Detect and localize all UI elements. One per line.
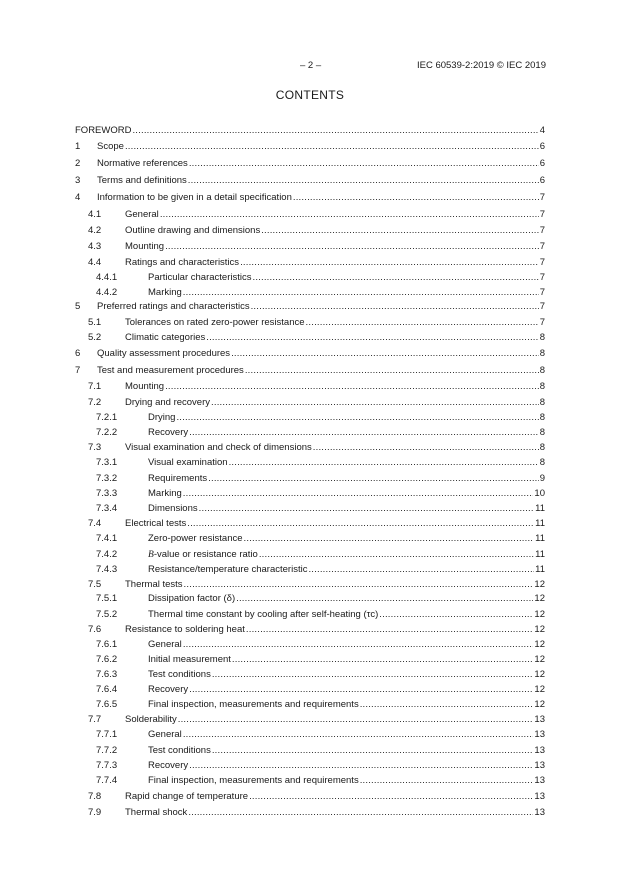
toc-entry[interactable] xyxy=(75,744,545,758)
toc-dot-leader xyxy=(261,224,539,238)
toc-entry[interactable] xyxy=(75,698,545,712)
toc-entry-page: 8 xyxy=(539,365,545,376)
toc-entry-number: 4.4.2 xyxy=(96,287,118,298)
toc-entry-page: 11 xyxy=(535,533,545,544)
toc-dot-leader xyxy=(187,517,534,531)
toc-entry[interactable] xyxy=(75,224,545,238)
toc-dot-leader xyxy=(199,502,534,516)
toc-entry[interactable] xyxy=(75,790,545,804)
toc-entry[interactable] xyxy=(75,759,545,773)
toc-entry-page: 13 xyxy=(534,775,545,786)
toc-entry-page: 11 xyxy=(535,503,545,514)
toc-entry-page: 7 xyxy=(539,301,545,312)
toc-entry-number: 7.6.2 xyxy=(96,654,118,665)
toc-entry-page: 7 xyxy=(539,287,545,298)
toc-entry-label: Resistance/temperature characteristic xyxy=(148,564,308,575)
toc-entry[interactable] xyxy=(75,728,545,742)
toc-entry-label: Thermal tests xyxy=(125,579,183,590)
toc-entry[interactable] xyxy=(75,300,545,314)
toc-dot-leader xyxy=(249,790,533,804)
toc-entry-label: Dissipation factor (δ) xyxy=(148,593,236,604)
toc-entry-page: 12 xyxy=(534,624,545,635)
toc-entry-page: 6 xyxy=(539,175,545,186)
toc-entry-label: Resistance to soldering heat xyxy=(125,624,245,635)
toc-entry-number: 7.6 xyxy=(88,624,102,635)
toc-dot-leader xyxy=(212,744,534,758)
toc-entry-label: Mounting xyxy=(125,381,165,392)
toc-entry[interactable] xyxy=(75,347,545,361)
toc-entry-number: 7.3.3 xyxy=(96,488,118,499)
toc-entry-page: 12 xyxy=(534,579,545,590)
toc-entry-page: 13 xyxy=(534,807,545,818)
toc-dot-leader xyxy=(293,191,539,205)
toc-entry-number: 7.2.2 xyxy=(96,427,118,438)
toc-dot-leader xyxy=(360,698,534,712)
toc-entry-number: 4.2 xyxy=(88,225,102,236)
toc-dot-leader xyxy=(178,713,534,727)
toc-entry[interactable] xyxy=(75,441,545,455)
toc-entry-number: 7.3.2 xyxy=(96,473,118,484)
toc-entry-label: FOREWORD xyxy=(75,125,132,136)
toc-entry-page: 12 xyxy=(534,639,545,650)
toc-dot-leader xyxy=(188,174,539,188)
toc-dot-leader xyxy=(188,806,533,820)
toc-dot-leader xyxy=(360,774,534,788)
toc-dot-leader xyxy=(189,759,533,773)
toc-entry-number: 7.7.1 xyxy=(96,729,118,740)
toc-entry-page: 8 xyxy=(539,412,545,423)
toc-entry-page: 12 xyxy=(534,654,545,665)
toc-entry[interactable] xyxy=(75,411,545,425)
toc-entry[interactable] xyxy=(75,396,545,410)
toc-entry[interactable] xyxy=(75,157,545,171)
toc-entry-number: 7.6.3 xyxy=(96,669,118,680)
toc-entry-page: 7 xyxy=(539,272,545,283)
toc-dot-leader xyxy=(160,208,539,222)
toc-entry-number: 7.2 xyxy=(88,397,102,408)
toc-entry-page: 12 xyxy=(534,593,545,604)
toc-entry-number: 7.3.1 xyxy=(96,457,118,468)
toc-dot-leader xyxy=(183,638,534,652)
toc-entry[interactable] xyxy=(75,380,545,394)
toc-dot-leader xyxy=(125,140,539,154)
toc-entry-page: 11 xyxy=(535,549,545,560)
toc-entry-label: Initial measurement xyxy=(148,654,231,665)
toc-dot-leader xyxy=(244,532,535,546)
toc-entry-number: 7.7 xyxy=(88,714,102,725)
toc-dot-leader xyxy=(165,240,539,254)
toc-entry-label: General xyxy=(125,209,159,220)
toc-entry[interactable] xyxy=(75,563,545,577)
toc-entry-page: 8 xyxy=(539,332,545,343)
toc-entry-label: Terms and definitions xyxy=(97,175,187,186)
toc-entry-label: Drying xyxy=(148,412,176,423)
toc-entry-page: 12 xyxy=(534,684,545,695)
toc-dot-leader xyxy=(184,578,534,592)
toc-entry-number: 7.7.2 xyxy=(96,745,118,756)
toc-entry[interactable] xyxy=(75,364,545,378)
toc-dot-leader xyxy=(189,683,533,697)
toc-entry[interactable] xyxy=(75,638,545,652)
toc-entry[interactable] xyxy=(75,653,545,667)
toc-entry[interactable] xyxy=(75,472,545,486)
toc-entry-number: 7.3 xyxy=(88,442,102,453)
toc-entry-page: 8 xyxy=(539,397,545,408)
toc-entry-label: Mounting xyxy=(125,241,165,252)
toc-dot-leader xyxy=(183,487,534,501)
toc-entry-label: Outline drawing and dimensions xyxy=(125,225,261,236)
toc-entry-label: General xyxy=(148,639,182,650)
toc-entry-page: 12 xyxy=(534,669,545,680)
toc-dot-leader xyxy=(251,300,539,314)
toc-entry-page: 9 xyxy=(539,473,545,484)
toc-dot-leader xyxy=(308,563,534,577)
toc-entry-number: 7.6.4 xyxy=(96,684,118,695)
toc-entry-number: 5 xyxy=(75,301,81,312)
toc-entry[interactable] xyxy=(75,208,545,222)
toc-entry[interactable] xyxy=(75,426,545,440)
toc-entry-label: Information to be given in a detail specification xyxy=(97,192,292,203)
toc-entry-label: Preferred ratings and characteristics xyxy=(97,301,250,312)
toc-entry-label: Final inspection, measurements and requirements xyxy=(148,699,359,710)
toc-dot-leader xyxy=(189,426,539,440)
toc-entry-page: 7 xyxy=(539,317,545,328)
toc-entry-page: 8 xyxy=(539,457,545,468)
toc-entry-page: 11 xyxy=(535,518,545,529)
toc-entry-page: 7 xyxy=(539,257,545,268)
toc-dot-leader xyxy=(379,608,533,622)
toc-entry-number: 6 xyxy=(75,348,81,359)
toc-entry-label: Test and measurement procedures xyxy=(97,365,244,376)
toc-entry-label: Thermal time constant by cooling after self-heating (τc) xyxy=(148,609,379,620)
toc-entry[interactable] xyxy=(75,608,545,622)
toc-entry[interactable] xyxy=(75,191,545,205)
toc-entry-label: Test conditions xyxy=(148,669,211,680)
toc-entry-label: Recovery xyxy=(148,684,189,695)
toc-entry-number: 4.3 xyxy=(88,241,102,252)
toc-entry[interactable] xyxy=(75,256,545,270)
toc-entry[interactable] xyxy=(75,456,545,470)
toc-entry-label: Rapid change of temperature xyxy=(125,791,249,802)
toc-dot-leader xyxy=(259,548,534,562)
toc-entry-label: Zero-power resistance xyxy=(148,533,243,544)
toc-dot-leader xyxy=(229,456,539,470)
toc-entry-number: 5.2 xyxy=(88,332,102,343)
toc-dot-leader xyxy=(252,271,538,285)
toc-entry[interactable] xyxy=(75,713,545,727)
toc-entry-number: 7.4.3 xyxy=(96,564,118,575)
toc-entry[interactable] xyxy=(75,124,545,138)
toc-dot-leader xyxy=(211,396,539,410)
toc-dot-leader xyxy=(132,124,538,138)
toc-dot-leader xyxy=(240,256,539,270)
toc-dot-leader xyxy=(176,411,538,425)
toc-entry-label: B-value or resistance ratio xyxy=(148,549,258,560)
toc-entry-number: 7.6.1 xyxy=(96,639,118,650)
toc-entry[interactable] xyxy=(75,271,545,285)
toc-dot-leader xyxy=(206,331,538,345)
toc-entry-number: 7.8 xyxy=(88,791,102,802)
toc-dot-leader xyxy=(313,441,539,455)
toc-entry-number: 7.7.4 xyxy=(96,775,118,786)
toc-entry-page: 6 xyxy=(539,158,545,169)
toc-dot-leader xyxy=(183,728,534,742)
toc-entry-page: 11 xyxy=(535,564,545,575)
toc-entry-number: 4.4.1 xyxy=(96,272,118,283)
toc-entry-number: 7.4.2 xyxy=(96,549,118,560)
toc-entry-label: General xyxy=(148,729,182,740)
toc-entry[interactable] xyxy=(75,774,545,788)
toc-entry-label: Ratings and characteristics xyxy=(125,257,240,268)
toc-entry-number: 4 xyxy=(75,192,81,203)
toc-dot-leader xyxy=(208,472,539,486)
toc-entry-number: 4.1 xyxy=(88,209,102,220)
toc-entry-number: 7.7.3 xyxy=(96,760,118,771)
toc-entry[interactable] xyxy=(75,592,545,606)
toc-entry-number: 7.4.1 xyxy=(96,533,118,544)
toc-entry-page: 12 xyxy=(534,609,545,620)
toc-entry-label: Final inspection, measurements and requirements xyxy=(148,775,359,786)
toc-dot-leader xyxy=(165,380,539,394)
toc-entry-number: 7.3.4 xyxy=(96,503,118,514)
toc-entry-page: 7 xyxy=(539,209,545,220)
toc-entry-page: 13 xyxy=(534,760,545,771)
toc-entry-label: Climatic categories xyxy=(125,332,206,343)
toc-entry-label: Visual examination xyxy=(148,457,228,468)
toc-entry-page: 12 xyxy=(534,699,545,710)
toc-entry-label: Test conditions xyxy=(148,745,211,756)
toc-entry-page: 13 xyxy=(534,791,545,802)
toc-entry-label: Particular characteristics xyxy=(148,272,252,283)
toc-entry-label: Scope xyxy=(97,141,124,152)
toc-entry-number: 7.4 xyxy=(88,518,102,529)
toc-entry-page: 10 xyxy=(534,488,545,499)
toc-entry[interactable] xyxy=(75,331,545,345)
toc-entry-number: 7.1 xyxy=(88,381,102,392)
toc-entry-page: 7 xyxy=(539,192,545,203)
toc-entry-page: 8 xyxy=(539,381,545,392)
toc-entry-label: Marking xyxy=(148,488,182,499)
toc-entry-number: 2 xyxy=(75,158,81,169)
toc-entry[interactable] xyxy=(75,683,545,697)
page-number: – 2 – xyxy=(300,60,322,71)
toc-entry-page: 13 xyxy=(534,729,545,740)
toc-entry[interactable] xyxy=(75,623,545,637)
toc-entry-number: 7 xyxy=(75,365,81,376)
toc-entry-page: 8 xyxy=(539,348,545,359)
toc-entry-page: 8 xyxy=(539,442,545,453)
toc-entry-number: 5.1 xyxy=(88,317,102,328)
toc-entry-label: Dimensions xyxy=(148,503,198,514)
toc-entry-label: Solderability xyxy=(125,714,177,725)
toc-entry-number: 7.6.5 xyxy=(96,699,118,710)
toc-entry-number: 3 xyxy=(75,175,81,186)
toc-entry[interactable] xyxy=(75,578,545,592)
toc-entry[interactable] xyxy=(75,502,545,516)
toc-entry-number: 1 xyxy=(75,141,81,152)
toc-entry-label: Tolerances on rated zero-power resistance xyxy=(125,317,305,328)
toc-entry-number: 4.4 xyxy=(88,257,102,268)
toc-dot-leader xyxy=(189,157,539,171)
toc-dot-leader xyxy=(232,653,534,667)
toc-entry-page: 6 xyxy=(539,141,545,152)
toc-entry-page: 7 xyxy=(539,225,545,236)
toc-entry[interactable] xyxy=(75,517,545,531)
toc-entry[interactable] xyxy=(75,140,545,154)
toc-entry-label: Drying and recovery xyxy=(125,397,211,408)
toc-entry[interactable] xyxy=(75,240,545,254)
toc-entry-label: Recovery xyxy=(148,427,189,438)
toc-entry[interactable] xyxy=(75,668,545,682)
toc-entry[interactable] xyxy=(75,548,545,562)
toc-entry[interactable] xyxy=(75,316,545,330)
toc-entry-page: 7 xyxy=(539,241,545,252)
page-header xyxy=(0,60,620,74)
toc-dot-leader xyxy=(246,623,534,637)
document-id: IEC 60539-2:2019 © IEC 2019 xyxy=(416,60,546,71)
toc-dot-leader xyxy=(231,347,539,361)
toc-entry-label: Quality assessment procedures xyxy=(97,348,231,359)
toc-entry-page: 4 xyxy=(539,125,545,136)
toc-entry-label: Visual examination and check of dimensions xyxy=(125,442,312,453)
toc-entry[interactable] xyxy=(75,806,545,820)
toc-entry-page: 13 xyxy=(534,714,545,725)
toc-dot-leader xyxy=(183,286,539,300)
toc-entry-number: 7.5 xyxy=(88,579,102,590)
toc-entry[interactable] xyxy=(75,487,545,501)
toc-entry-label: Thermal shock xyxy=(125,807,188,818)
toc-entry-page: 8 xyxy=(539,427,545,438)
toc-entry-label: Recovery xyxy=(148,760,189,771)
toc-entry-label: Requirements xyxy=(148,473,208,484)
toc-entry-number: 7.5.1 xyxy=(96,593,118,604)
page-title: CONTENTS xyxy=(275,88,345,102)
toc-entry-page: 13 xyxy=(534,745,545,756)
toc-dot-leader xyxy=(212,668,534,682)
toc-entry[interactable] xyxy=(75,286,545,300)
toc-dot-leader xyxy=(306,316,539,330)
toc-entry-number: 7.9 xyxy=(88,807,102,818)
toc-entry-number: 7.5.2 xyxy=(96,609,118,620)
toc-dot-leader xyxy=(245,364,539,378)
toc-entry-number: 7.2.1 xyxy=(96,412,118,423)
toc-entry-label: Marking xyxy=(148,287,182,298)
toc-dot-leader xyxy=(236,592,533,606)
toc-entry[interactable] xyxy=(75,174,545,188)
toc-entry-label: Electrical tests xyxy=(125,518,187,529)
toc-entry-label: Normative references xyxy=(97,158,188,169)
toc-entry[interactable] xyxy=(75,532,545,546)
